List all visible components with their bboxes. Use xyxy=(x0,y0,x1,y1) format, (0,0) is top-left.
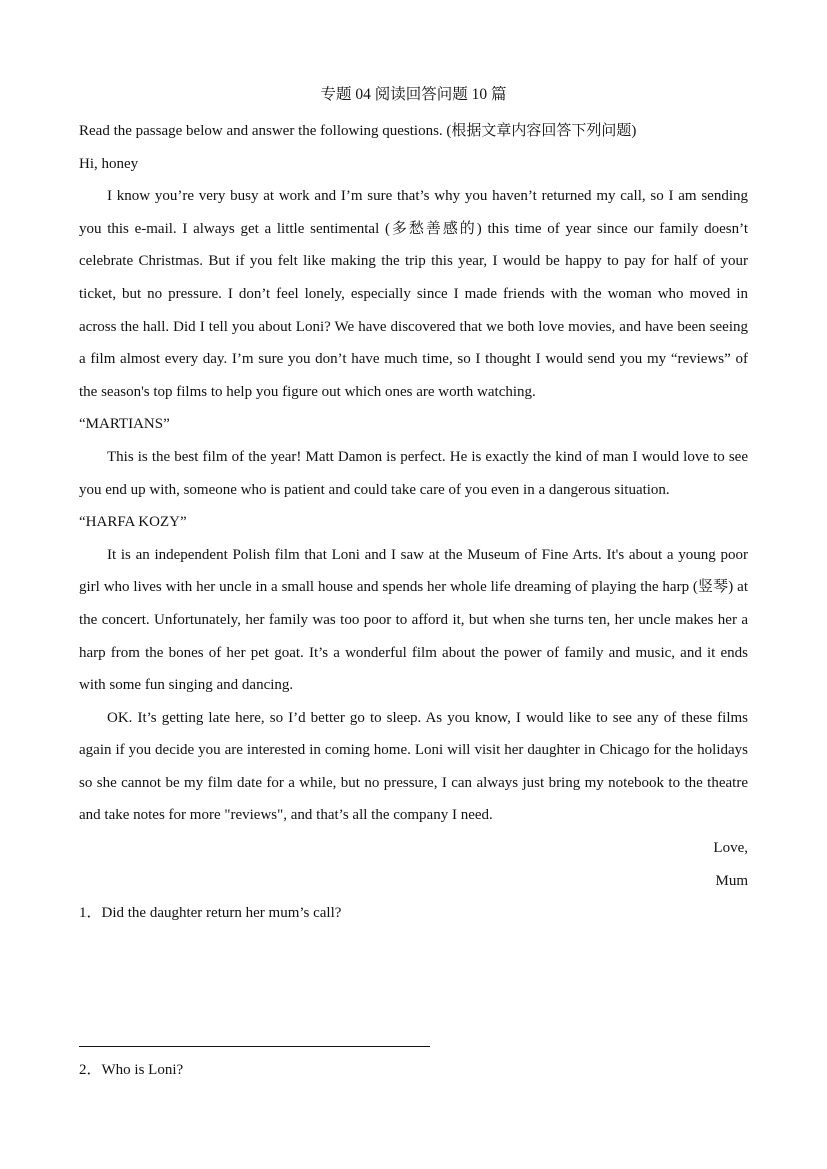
paragraph-martians-review: This is the best film of the year! Matt Damon is perfect. He is exactly the kind of man I would love to see you end up with, someone who is patient and could take care of you even in a dangerous situation. xyxy=(79,448,748,498)
paragraph-intro: I know you’re very busy at work and I’m sure that’s why you haven’t returned my call, so I am sending you this e-mail. I always get a little sentimental (多愁善感的) this time of year since our family doesn’t celebrate Christmas. But if you felt like making the trip this year, I would be happy to pay for half of your ticket, but no pressure. I don’t feel lonely, especially since I made friends with the woman who moved in across the hall. Did I tell you about Loni? We have discovered that we both love movies, and have been seeing a film almost every day. I’m sure you don’t have much time, so I thought I would send you my “reviews” of the season's top films to help you figure out which ones are worth watching. xyxy=(79,188,748,400)
paragraph-closing: OK. It’s getting late here, so I’d better go to sleep. As you know, I would like to see any of these films again if you decide you are interested in coming home. Loni will visit her daughter in Chicago for the holidays so she cannot be my film date for a while, but no pressure, I can always just bring my notebook to the theatre and take notes for more "reviews", and that’s all the company I need. xyxy=(79,709,748,824)
signoff-name: Mum xyxy=(715,872,748,889)
question-1: 1．Did the daughter return her mum’s call? xyxy=(79,905,342,922)
instruction-text: Read the passage below and answer the following questions. (根据文章内容回答下列问题) xyxy=(79,123,637,139)
passage xyxy=(79,115,748,930)
film-title-harfa-kozy: “HARFA KOZY” xyxy=(79,514,187,531)
greeting: Hi, honey xyxy=(79,155,139,172)
film-title-martians: “MARTIANS” xyxy=(79,416,170,433)
signoff-love: Love, xyxy=(713,840,748,857)
question-2: 2．Who is Loni? xyxy=(79,1062,184,1078)
answer-line[interactable] xyxy=(79,1046,430,1047)
paragraph-harfa-kozy-review: It is an independent Polish film that Loni and I saw at the Museum of Fine Arts. It's about a young poor girl who lives with her uncle in a small house and spends her whole life dreaming of playing the harp (竖琴) at the concert. Unfortunately, her family was too poor to afford it, but when she turns ten, her uncle makes her a harp from the bones of her pet goat. It’s a wonderful film about the power of family and music, and it ends with some fun singing and dancing. xyxy=(79,546,748,694)
page-title: 专题 04 阅读回答问题 10 篇 xyxy=(320,86,507,103)
